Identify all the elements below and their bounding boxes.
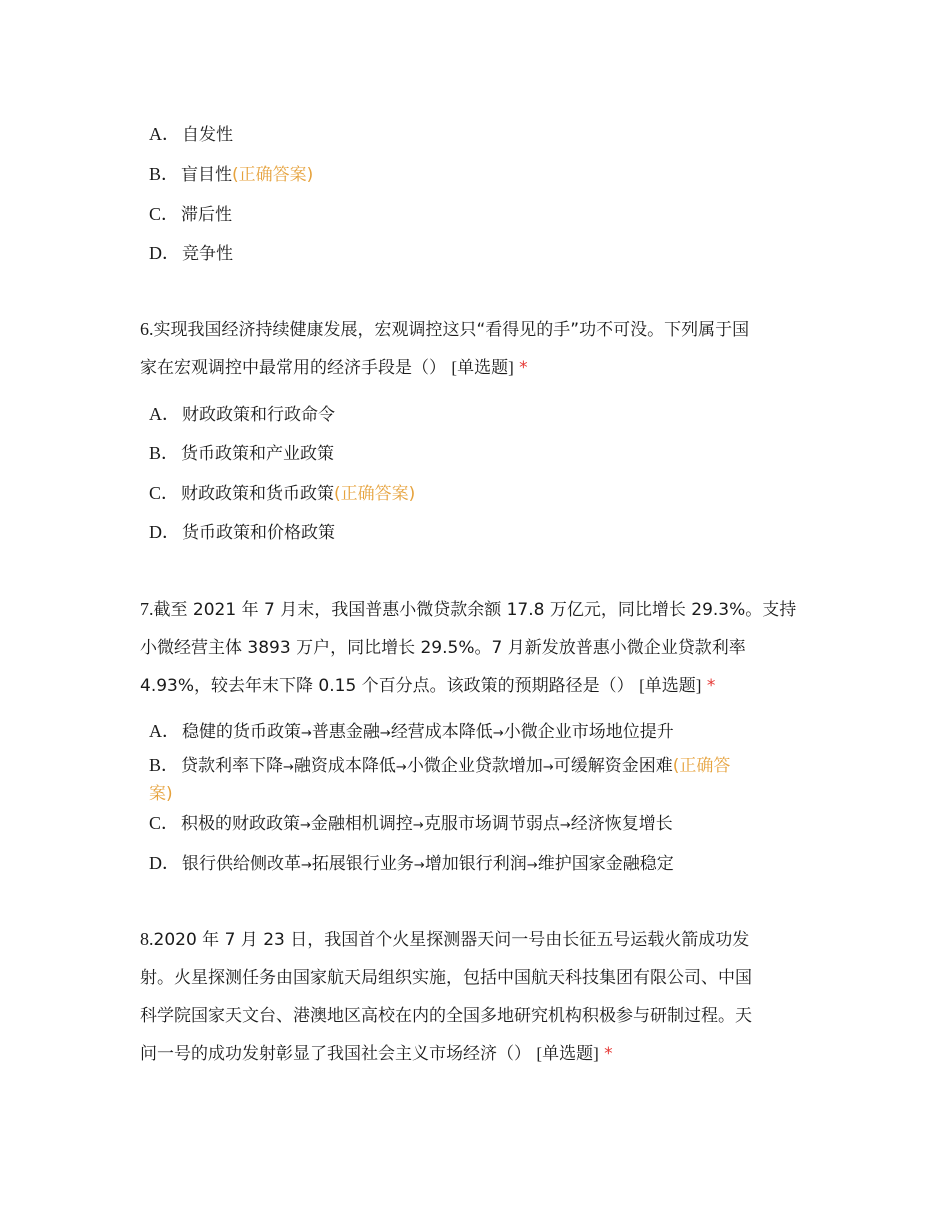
correct-answer-label: (正确答 (672, 756, 731, 776)
option-letter: C． (149, 813, 180, 833)
option-text: 小微企业市场地位提升 (503, 722, 674, 742)
q5-option-b[interactable] (149, 161, 819, 188)
q5-option-a[interactable] (149, 121, 819, 148)
option-text: 经济恢复增长 (570, 814, 673, 834)
q8-line-1 (140, 920, 820, 959)
option-text: 贷款利率下降 (181, 756, 284, 776)
option-text: 财政政策和行政命令 (182, 405, 335, 425)
correct-answer-label: (正确答案) (232, 165, 314, 185)
arrow-icon: → (542, 760, 554, 775)
question-text: 射。火星探测任务由国家航天局组织实施，包括中国航天科技集团有限公司、中国 (140, 968, 752, 988)
arrow-icon: → (413, 858, 425, 873)
option-letter: A． (149, 721, 180, 741)
option-letter: A． (149, 404, 180, 424)
option-text: 小微企业贷款增加 (406, 756, 543, 776)
option-text: 稳健的货币政策 (182, 722, 301, 742)
arrow-icon: → (283, 760, 294, 775)
question-type-tag: [单选题] (639, 676, 702, 695)
q8-line-2 (140, 959, 820, 997)
arrow-icon: → (379, 726, 391, 741)
arrow-icon: → (412, 818, 424, 833)
option-text: 财政政策和货币政策 (181, 484, 335, 504)
option-text: 可缓解资金困难 (553, 756, 673, 776)
option-text: 金融相机调控 (310, 814, 413, 834)
option-text: 货币政策和产业政策 (181, 444, 335, 464)
arrow-icon: → (395, 760, 407, 775)
arrow-icon: → (301, 858, 312, 873)
option-text: 盲目性 (181, 165, 233, 185)
option-text: 普惠金融 (311, 722, 380, 742)
q7-option-b-line-1 (149, 752, 819, 781)
option-text: 融资成本降低 (293, 756, 396, 776)
option-letter: D． (149, 853, 180, 873)
q5-option-d[interactable] (149, 240, 819, 267)
required-mark: * (706, 676, 716, 696)
question-text: 4.93%，较去年末下降 0.15 个百分点。该政策的预期路径是（） (140, 676, 634, 696)
option-letter: A． (149, 124, 180, 144)
option-text: 竞争性 (182, 244, 233, 264)
q7-option-b[interactable] (149, 752, 819, 807)
question-text: 家在宏观调控中最常用的经济手段是（） (140, 358, 446, 378)
question-number: 8. (140, 929, 154, 949)
option-text: 滞后性 (181, 205, 233, 225)
q6-option-b[interactable] (149, 440, 819, 467)
q5-option-c[interactable] (149, 201, 819, 228)
q6-option-c[interactable] (149, 480, 819, 507)
correct-answer-label-cont: 案) (149, 784, 173, 804)
q8-line-3 (140, 997, 820, 1035)
question-text: 截至 2021 年 7 月末，我国普惠小微贷款余额 17.8 万亿元，同比增长 29.3%。支持 (153, 600, 797, 620)
option-letter: D． (149, 243, 180, 263)
q7-option-c[interactable] (149, 810, 819, 839)
option-text: 拓展银行业务 (311, 854, 414, 874)
q7-line-3 (140, 667, 820, 705)
option-text: 积极的财政政策 (181, 814, 301, 834)
arrow-icon: → (559, 818, 571, 833)
q6-option-a[interactable] (149, 401, 819, 428)
q7-question-text (140, 590, 820, 705)
option-text: 维护国家金融稳定 (537, 854, 674, 874)
q7-line-2 (140, 629, 820, 667)
question-number: 6. (140, 319, 154, 339)
question-text: 小微经营主体 3893 万户，同比增长 29.5%。7 月新发放普惠小微企业贷款利率 (140, 638, 746, 658)
question-number: 7. (140, 599, 154, 619)
option-letter: D． (149, 522, 180, 542)
option-letter: B． (149, 164, 180, 184)
arrow-icon: → (492, 726, 504, 741)
question-text: 科学院国家天文台、港澳地区高校在内的全国多地研究机构积极参与研制过程。天 (140, 1006, 752, 1026)
option-letter: B． (149, 755, 180, 775)
question-text: 问一号的成功发射彰显了我国社会主义市场经济（） (140, 1044, 531, 1064)
option-letter: B． (149, 443, 180, 463)
option-text: 经营成本降低 (390, 722, 493, 742)
question-type-tag: [单选题] (536, 1044, 599, 1063)
q7-option-a[interactable] (149, 718, 819, 747)
required-mark: * (519, 358, 528, 378)
question-text: 实现我国经济持续健康发展，宏观调控这只“看得见的手”功不可没。下列属于国 (153, 320, 750, 340)
q6-line-1 (140, 310, 820, 349)
q8-line-4 (140, 1035, 820, 1073)
option-letter: C． (149, 204, 180, 224)
arrow-icon: → (526, 858, 538, 873)
option-text: 货币政策和价格政策 (182, 523, 335, 543)
arrow-icon: → (301, 726, 312, 741)
q6-line-2 (140, 349, 820, 387)
question-text: 2020 年 7 月 23 日，我国首个火星探测器天问一号由长征五号运载火箭成功发 (153, 930, 750, 950)
q7-option-b-line-2 (149, 781, 819, 807)
q7-option-d[interactable] (149, 850, 819, 879)
q6-question-text (140, 310, 820, 387)
option-text: 克服市场调节弱点 (423, 814, 560, 834)
question-type-tag: [单选题] (451, 358, 514, 377)
option-text: 自发性 (182, 125, 233, 145)
correct-answer-label: (正确答案) (334, 484, 416, 504)
option-text: 银行供给侧改革 (182, 854, 301, 874)
option-text: 增加银行利润 (424, 854, 527, 874)
q7-line-1 (140, 590, 820, 629)
arrow-icon: → (300, 818, 311, 833)
q6-option-d[interactable] (149, 519, 819, 546)
option-letter: C． (149, 483, 180, 503)
required-mark: * (604, 1044, 613, 1064)
q8-question-text (140, 920, 820, 1073)
